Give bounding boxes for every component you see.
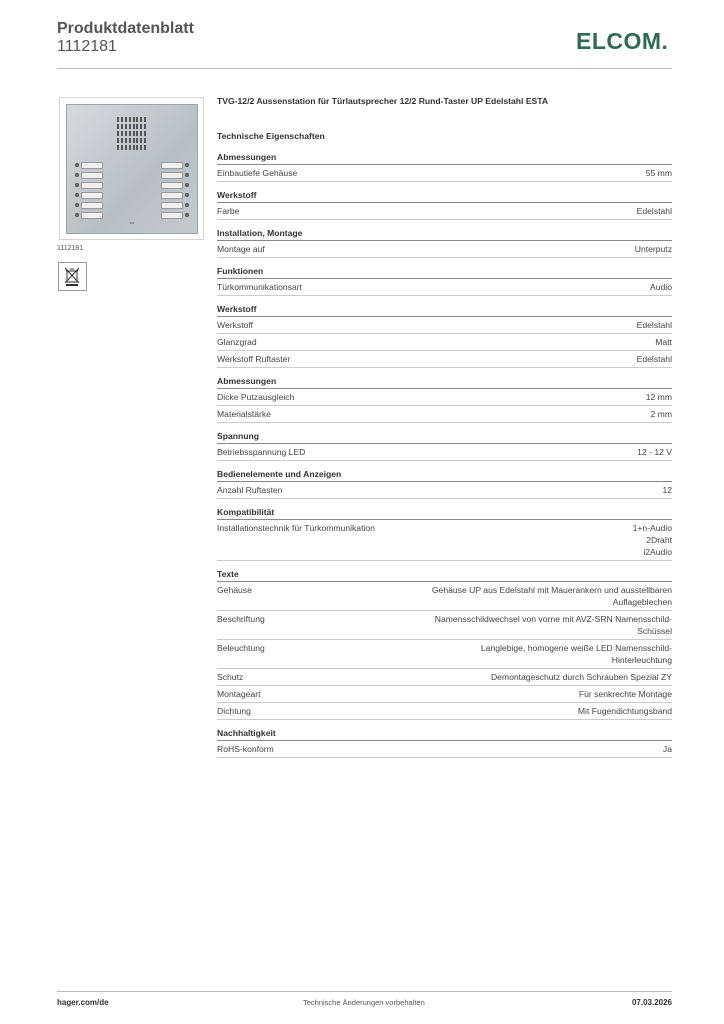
spec-row [217, 741, 672, 758]
grille-slot [125, 131, 127, 136]
spec-row [217, 669, 672, 686]
spec-key: RoHS-konform [217, 744, 274, 754]
spec-key: Betriebsspannung LED [217, 447, 306, 457]
grille-slot [136, 138, 138, 143]
spec-value-line: Schüssel [637, 626, 672, 636]
spec-value: Edelstahl [636, 206, 672, 216]
call-button-group [75, 182, 103, 189]
grille-slot [117, 138, 119, 143]
call-button-group [75, 192, 103, 199]
name-plate [81, 192, 103, 199]
spec-value-line: 1+n-Audio [632, 523, 672, 533]
door-station-plate [66, 104, 198, 234]
grille-slot [117, 124, 119, 129]
name-plate [161, 212, 183, 219]
name-plate [161, 162, 183, 169]
section-heading: Abmessungen [217, 376, 672, 389]
grille-slot [136, 131, 138, 136]
grille-slot [140, 131, 142, 136]
call-button [75, 183, 79, 187]
weee-disposal-icon [58, 262, 87, 291]
spec-key: Werkstoff [217, 320, 253, 330]
spec-value: Edelstahl [636, 354, 672, 364]
spec-row [217, 351, 672, 368]
spec-section [217, 728, 672, 758]
grille-slot [129, 117, 131, 122]
grille-slot [144, 117, 146, 122]
grille-slot [125, 117, 127, 122]
call-button [75, 213, 79, 217]
section-heading: Installation, Montage [217, 228, 672, 241]
call-button-row [75, 200, 189, 210]
spec-row [217, 334, 672, 351]
name-plate [161, 182, 183, 189]
spec-value: 12 mm [645, 392, 672, 402]
spec-key: Dicke Putzausgleich [217, 392, 295, 402]
grille-slot [140, 117, 142, 122]
name-plate [81, 182, 103, 189]
section-heading: Funktionen [217, 266, 672, 279]
grille-slot [125, 124, 127, 129]
section-heading: Kompatibilität [217, 507, 672, 520]
spec-key: Anzahl Ruftasten [217, 485, 283, 495]
spec-value: 12 - 12 V [637, 447, 672, 457]
name-plate [161, 192, 183, 199]
spec-row [217, 520, 672, 561]
section-heading: Werkstoff [217, 304, 672, 317]
spec-section [217, 469, 672, 499]
grille-slot [136, 145, 138, 150]
brand-logo: ELCOM. [576, 28, 669, 54]
grille-slot [121, 131, 123, 136]
call-button-row [75, 180, 189, 190]
grille-slot [121, 117, 123, 122]
grille-slot [117, 117, 119, 122]
grille-slot [125, 145, 127, 150]
grille-slot [121, 145, 123, 150]
spec-key: Schutz [217, 672, 244, 682]
grille-slot [121, 138, 123, 143]
name-plate [81, 212, 103, 219]
spec-value [275, 613, 672, 637]
spec-section [217, 266, 672, 296]
grille-slot [133, 131, 135, 136]
section-heading: Spannung [217, 431, 672, 444]
call-button-group [75, 212, 103, 219]
grille-slot [144, 131, 146, 136]
spec-row [217, 482, 672, 499]
name-plate [81, 172, 103, 179]
call-button [185, 203, 189, 207]
spec-section [217, 190, 672, 220]
footer-divider [57, 991, 672, 992]
name-plate [81, 202, 103, 209]
spec-key: Montageart [217, 689, 261, 699]
product-title: TVG-12/2 Aussenstation für Türlautsprecher 12/2 Rund-Taster UP Edelstahl ESTA [217, 96, 549, 106]
spec-row [217, 317, 672, 334]
section-heading: Abmessungen [217, 152, 672, 165]
spec-value: Mit Fugendichtungsband [577, 706, 672, 716]
product-image [59, 97, 204, 240]
spec-key: Farbe [217, 206, 240, 216]
spec-value: Ja [662, 744, 672, 754]
grille-slot [133, 124, 135, 129]
spec-row [217, 640, 672, 669]
grille-slot [125, 138, 127, 143]
spec-row [217, 165, 672, 182]
spec-key: Beschriftung [217, 614, 265, 624]
spec-value: Audio [650, 282, 672, 292]
spec-content [217, 96, 672, 766]
grille-slot [136, 124, 138, 129]
plate-brand-mark: ••• [129, 220, 135, 225]
spec-value [262, 584, 672, 608]
spec-value [385, 522, 672, 558]
call-button-row [75, 170, 189, 180]
image-caption: 1112181 [57, 245, 84, 252]
grille-slot [117, 131, 119, 136]
spec-key: Glanzgrad [217, 337, 257, 347]
call-button [185, 173, 189, 177]
spec-value: Unterputz [634, 244, 672, 254]
spec-value-line: i2Audio [643, 547, 672, 557]
grille-slot [129, 124, 131, 129]
call-button [185, 213, 189, 217]
grille-slot [140, 145, 142, 150]
spec-row [217, 203, 672, 220]
spec-key: Materialstärke [217, 409, 271, 419]
grille-slot [133, 145, 135, 150]
call-button-group [161, 212, 189, 219]
spec-value-line: Gehäuse UP aus Edelstahl mit Mauerankern und ausstellbaren [431, 585, 672, 595]
call-button-group [161, 182, 189, 189]
footer-website[interactable]: hager.com/de [57, 998, 109, 1007]
call-button-group [75, 162, 103, 169]
grille-slot [140, 124, 142, 129]
grille-slot [144, 138, 146, 143]
spec-key: Einbautiefe Gehäuse [217, 168, 298, 178]
main-heading: Technische Eigenschaften [217, 131, 325, 141]
call-button [75, 193, 79, 197]
call-button [75, 173, 79, 177]
call-button-group [161, 172, 189, 179]
name-plate [81, 162, 103, 169]
call-button-group [161, 162, 189, 169]
call-button [185, 183, 189, 187]
spec-section [217, 569, 672, 720]
section-heading: Texte [217, 569, 672, 582]
grille-slot [144, 145, 146, 150]
spec-value: 12 [662, 485, 672, 495]
spec-row [217, 444, 672, 461]
spec-value: 2 mm [650, 409, 672, 419]
call-button-row [75, 210, 189, 220]
name-plate [161, 202, 183, 209]
spec-row [217, 389, 672, 406]
spec-section [217, 152, 672, 182]
call-button [75, 203, 79, 207]
spec-row [217, 582, 672, 611]
call-button-group [75, 172, 103, 179]
spec-row [217, 406, 672, 423]
spec-key: Beleuchtung [217, 643, 265, 653]
spec-row [217, 703, 672, 720]
spec-section [217, 507, 672, 561]
grille-slot [133, 138, 135, 143]
grille-slot [129, 145, 131, 150]
grille-slot [117, 145, 119, 150]
call-button-rows [75, 160, 189, 220]
call-button-group [161, 192, 189, 199]
spec-key: Türkommunikationsart [217, 282, 303, 292]
section-heading: Werkstoff [217, 190, 672, 203]
section-heading: Nachhaltigkeit [217, 728, 672, 741]
grille-slot [144, 124, 146, 129]
spec-value: Demontageschutz durch Schrauben Spezial ZY [490, 672, 672, 682]
spec-value: Für senkrechte Montage [578, 689, 672, 699]
footer-disclaimer: Technische Änderungen vorbehalten [303, 998, 425, 1007]
grille-slot [121, 124, 123, 129]
spec-value-line: Auflageblechen [612, 597, 672, 607]
spec-value [275, 642, 672, 666]
call-button [185, 163, 189, 167]
spec-value: 55 mm [645, 168, 672, 178]
article-number: 1112181 [57, 38, 117, 55]
grille-slot [140, 138, 142, 143]
footer-date: 07.03.2026 [631, 998, 672, 1007]
spec-section [217, 431, 672, 461]
spec-value: Matt [655, 337, 672, 347]
header-divider [57, 68, 672, 69]
section-heading: Bedienelemente und Anzeigen [217, 469, 672, 482]
spec-row [217, 611, 672, 640]
name-plate [161, 172, 183, 179]
call-button [75, 163, 79, 167]
spec-value-line: Hinterleuchtung [611, 655, 672, 665]
spec-value: Edelstahl [636, 320, 672, 330]
spec-row [217, 241, 672, 258]
spec-key: Montage auf [217, 244, 265, 254]
spec-section [217, 304, 672, 368]
grille-slot [133, 117, 135, 122]
call-button-group [161, 202, 189, 209]
page-title: Produktdatenblatt [57, 20, 194, 37]
spec-key: Werkstoff Ruftaster [217, 354, 291, 364]
spec-sections [217, 152, 672, 758]
spec-value-line: Namensschildwechsel von vorne mit AVZ-SRN Namensschild- [434, 614, 672, 624]
call-button-row [75, 160, 189, 170]
spec-row [217, 279, 672, 296]
speaker-grille [117, 117, 147, 150]
call-button-group [75, 202, 103, 209]
spec-key: Installationstechnik für Türkommunikation [217, 523, 375, 533]
grille-slot [129, 131, 131, 136]
spec-value-line: Langlebige, homogene weiße LED Namensschild- [480, 643, 672, 653]
grille-slot [136, 117, 138, 122]
spec-key: Dichtung [217, 706, 251, 716]
call-button [185, 193, 189, 197]
spec-value-line: 2Draht [646, 535, 672, 545]
call-button-row [75, 190, 189, 200]
spec-key: Gehäuse [217, 585, 252, 595]
grille-slot [129, 138, 131, 143]
spec-section [217, 228, 672, 258]
spec-row [217, 686, 672, 703]
spec-section [217, 376, 672, 423]
